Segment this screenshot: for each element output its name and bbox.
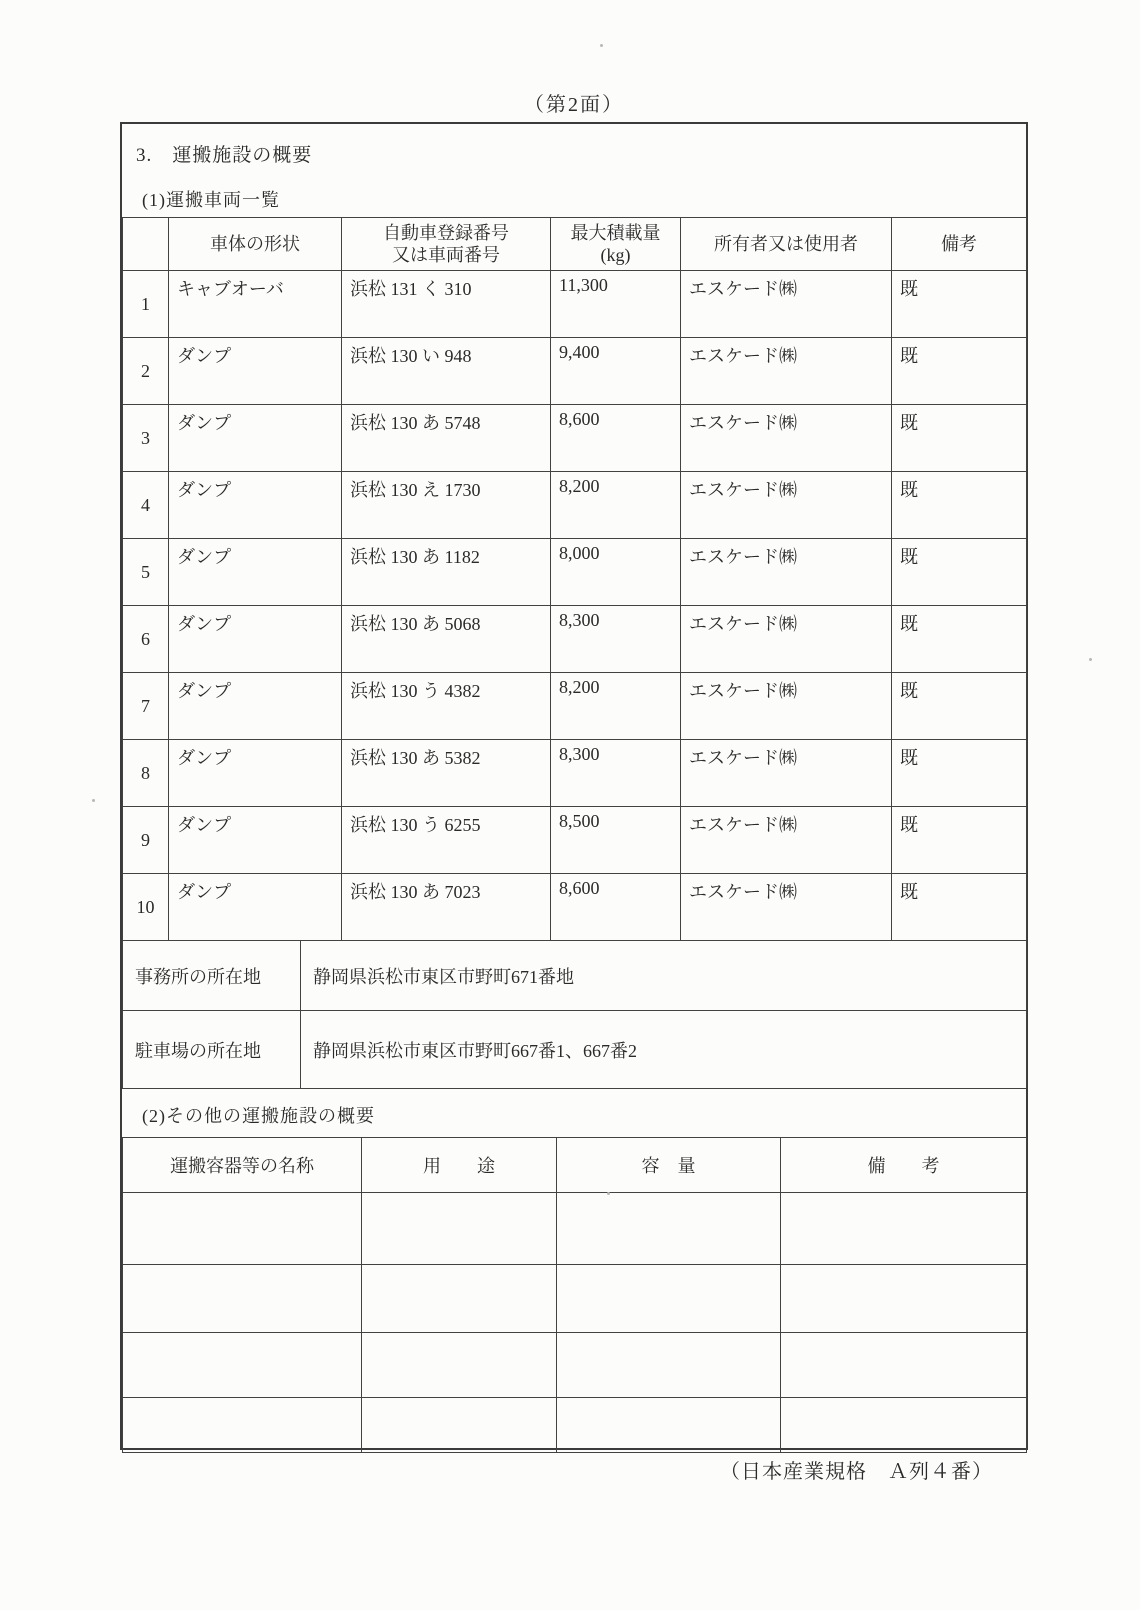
use-cell bbox=[362, 1333, 557, 1398]
vehicle-body-shape: ダンプ bbox=[169, 405, 342, 472]
vehicle-body-shape: ダンプ bbox=[169, 338, 342, 405]
table-row bbox=[123, 1333, 1027, 1398]
vehicle-table-header bbox=[123, 218, 1027, 271]
office-location-value: 静岡県浜松市東区市野町671番地 bbox=[301, 941, 1027, 1011]
vehicle-row-number: 6 bbox=[123, 606, 169, 673]
section-3-title: 3. 運搬施設の概要 bbox=[136, 145, 313, 166]
header-registration-line2: 又は車両番号 bbox=[392, 245, 500, 265]
location-table bbox=[122, 940, 1027, 1089]
vehicle-owner: エスケード㈱ bbox=[681, 606, 892, 673]
capacity-cell bbox=[557, 1398, 781, 1453]
parking-location-label: 駐車場の所在地 bbox=[123, 1011, 301, 1089]
vehicle-registration-number: 浜松 130 あ 5748 bbox=[342, 405, 551, 472]
vehicle-body-shape: ダンプ bbox=[169, 874, 342, 941]
container-name-cell bbox=[123, 1333, 362, 1398]
table-row bbox=[123, 606, 1027, 673]
vehicle-owner: エスケード㈱ bbox=[681, 874, 892, 941]
vehicle-registration-number: 浜松 130 あ 5382 bbox=[342, 740, 551, 807]
vehicle-max-load: 8,300 bbox=[551, 606, 681, 673]
vehicle-row-number: 10 bbox=[123, 874, 169, 941]
header-registration-number bbox=[342, 218, 551, 271]
remarks-cell bbox=[781, 1265, 1027, 1333]
vehicle-remarks: 既 bbox=[892, 807, 1027, 874]
header-max-load-line1: 最大積載量 bbox=[570, 222, 661, 243]
capacity-cell bbox=[557, 1333, 781, 1398]
vehicle-row-number: 7 bbox=[123, 673, 169, 740]
vehicle-row-number: 3 bbox=[123, 405, 169, 472]
vehicle-registration-number: 浜松 130 い 948 bbox=[342, 338, 551, 405]
vehicle-remarks: 既 bbox=[892, 338, 1027, 405]
vehicle-body-shape: ダンプ bbox=[169, 740, 342, 807]
vehicle-row-number: 2 bbox=[123, 338, 169, 405]
vehicle-max-load: 9,400 bbox=[551, 338, 681, 405]
capacity-cell bbox=[557, 1193, 781, 1265]
form-outer-border bbox=[120, 122, 1028, 1450]
scan-speck bbox=[607, 1192, 610, 1195]
vehicle-row-number: 8 bbox=[123, 740, 169, 807]
vehicle-table bbox=[122, 217, 1027, 941]
table-row bbox=[123, 1398, 1027, 1453]
vehicle-body-shape: ダンプ bbox=[169, 807, 342, 874]
vehicle-owner: エスケード㈱ bbox=[681, 405, 892, 472]
vehicle-body-shape: ダンプ bbox=[169, 472, 342, 539]
vehicle-max-load: 8,200 bbox=[551, 472, 681, 539]
other-facilities-title: (2)その他の運搬施設の概要 bbox=[142, 1106, 375, 1126]
table-row bbox=[123, 338, 1027, 405]
vehicle-owner: エスケード㈱ bbox=[681, 539, 892, 606]
table-row bbox=[123, 1193, 1027, 1265]
vehicle-table-body bbox=[123, 271, 1027, 941]
other-facilities-header bbox=[123, 1138, 1027, 1193]
vehicle-registration-number: 浜松 130 う 6255 bbox=[342, 807, 551, 874]
sheet-number-label: （第2面） bbox=[524, 94, 624, 116]
table-row bbox=[123, 740, 1027, 807]
use-cell bbox=[362, 1398, 557, 1453]
vehicle-registration-number: 浜松 130 あ 1182 bbox=[342, 539, 551, 606]
vehicle-max-load: 8,600 bbox=[551, 874, 681, 941]
vehicle-registration-number: 浜松 130 あ 5068 bbox=[342, 606, 551, 673]
vehicle-remarks: 既 bbox=[892, 271, 1027, 338]
remarks-cell bbox=[781, 1333, 1027, 1398]
table-row bbox=[123, 472, 1027, 539]
table-row bbox=[123, 673, 1027, 740]
vehicle-list-title: (1)運搬車両一覧 bbox=[142, 190, 280, 210]
header-max-load-line2: (kg) bbox=[600, 245, 631, 265]
container-name-cell bbox=[123, 1265, 362, 1333]
table-row bbox=[123, 807, 1027, 874]
other-facilities-header-row bbox=[123, 1138, 1027, 1193]
container-name-cell bbox=[123, 1193, 362, 1265]
vehicle-max-load: 8,200 bbox=[551, 673, 681, 740]
vehicle-owner: エスケード㈱ bbox=[681, 673, 892, 740]
vehicle-body-shape: ダンプ bbox=[169, 539, 342, 606]
vehicle-max-load: 8,600 bbox=[551, 405, 681, 472]
remarks-cell bbox=[781, 1193, 1027, 1265]
office-location-row bbox=[123, 941, 1027, 1011]
vehicle-header-row bbox=[123, 218, 1027, 271]
vehicle-body-shape: ダンプ bbox=[169, 673, 342, 740]
header-owner: 所有者又は使用者 bbox=[681, 218, 892, 271]
header-other-remarks: 備 考 bbox=[781, 1138, 1027, 1193]
header-max-load bbox=[551, 218, 681, 271]
header-capacity: 容 量 bbox=[557, 1138, 781, 1193]
vehicle-remarks: 既 bbox=[892, 539, 1027, 606]
vehicle-remarks: 既 bbox=[892, 874, 1027, 941]
table-row bbox=[123, 539, 1027, 606]
scan-speck bbox=[92, 799, 95, 802]
table-row bbox=[123, 1265, 1027, 1333]
vehicle-owner: エスケード㈱ bbox=[681, 271, 892, 338]
vehicle-row-number: 1 bbox=[123, 271, 169, 338]
vehicle-row-number: 4 bbox=[123, 472, 169, 539]
header-registration-line1: 自動車登録番号 bbox=[383, 222, 509, 243]
vehicle-registration-number: 浜松 130 う 4382 bbox=[342, 673, 551, 740]
scan-speck bbox=[600, 44, 603, 47]
header-container-name: 運搬容器等の名称 bbox=[123, 1138, 362, 1193]
use-cell bbox=[362, 1265, 557, 1333]
scan-speck bbox=[1089, 658, 1092, 661]
vehicle-owner: エスケード㈱ bbox=[681, 472, 892, 539]
table-row bbox=[123, 874, 1027, 941]
use-cell bbox=[362, 1193, 557, 1265]
vehicle-remarks: 既 bbox=[892, 740, 1027, 807]
vehicle-owner: エスケード㈱ bbox=[681, 740, 892, 807]
vehicle-body-shape: キャブオーバ bbox=[169, 271, 342, 338]
capacity-cell bbox=[557, 1265, 781, 1333]
parking-location-value: 静岡県浜松市東区市野町667番1、667番2 bbox=[301, 1011, 1027, 1089]
office-location-label: 事務所の所在地 bbox=[123, 941, 301, 1011]
vehicle-max-load: 11,300 bbox=[551, 271, 681, 338]
jis-standard-note: （日本産業規格 Ａ列４番） bbox=[720, 1461, 993, 1483]
vehicle-body-shape: ダンプ bbox=[169, 606, 342, 673]
other-facilities-table bbox=[122, 1137, 1027, 1453]
vehicle-owner: エスケード㈱ bbox=[681, 338, 892, 405]
container-name-cell bbox=[123, 1398, 362, 1453]
vehicle-remarks: 既 bbox=[892, 673, 1027, 740]
vehicle-registration-number: 浜松 131 く 310 bbox=[342, 271, 551, 338]
vehicle-remarks: 既 bbox=[892, 472, 1027, 539]
vehicle-max-load: 8,300 bbox=[551, 740, 681, 807]
vehicle-remarks: 既 bbox=[892, 606, 1027, 673]
vehicle-remarks: 既 bbox=[892, 405, 1027, 472]
vehicle-row-number: 9 bbox=[123, 807, 169, 874]
vehicle-max-load: 8,000 bbox=[551, 539, 681, 606]
vehicle-registration-number: 浜松 130 あ 7023 bbox=[342, 874, 551, 941]
header-index bbox=[123, 218, 169, 271]
header-use: 用 途 bbox=[362, 1138, 557, 1193]
header-body-shape: 車体の形状 bbox=[169, 218, 342, 271]
other-facilities-body bbox=[123, 1193, 1027, 1453]
table-row bbox=[123, 405, 1027, 472]
vehicle-row-number: 5 bbox=[123, 539, 169, 606]
table-row bbox=[123, 271, 1027, 338]
remarks-cell bbox=[781, 1398, 1027, 1453]
vehicle-max-load: 8,500 bbox=[551, 807, 681, 874]
vehicle-owner: エスケード㈱ bbox=[681, 807, 892, 874]
parking-location-row bbox=[123, 1011, 1027, 1089]
header-remarks: 備考 bbox=[892, 218, 1027, 271]
vehicle-registration-number: 浜松 130 え 1730 bbox=[342, 472, 551, 539]
